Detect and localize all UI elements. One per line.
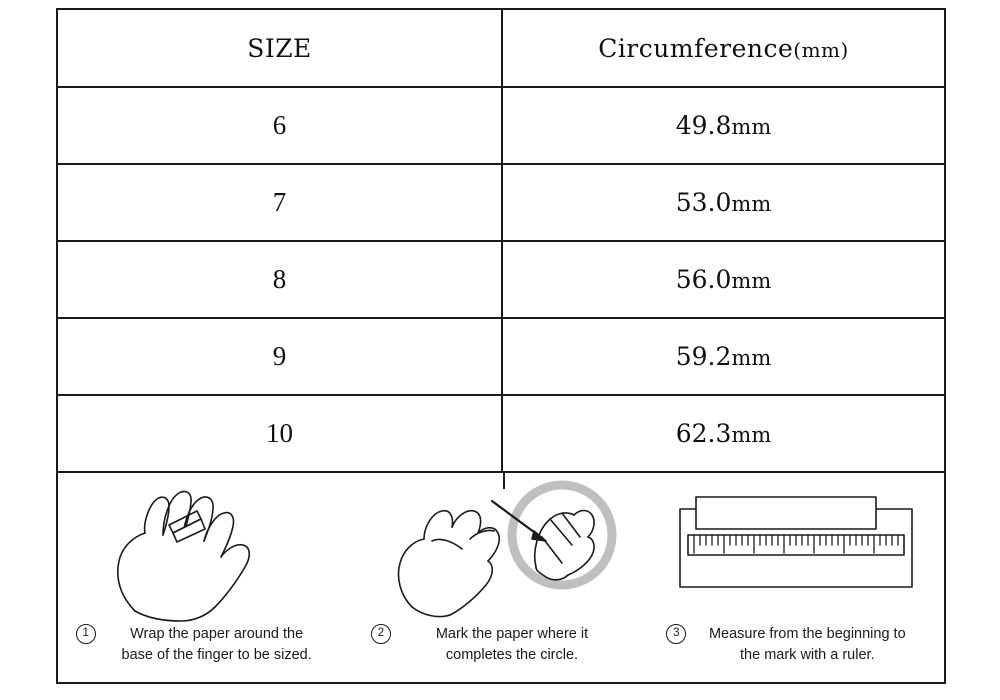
circumference-value <box>676 265 772 294</box>
cell-circumference <box>503 396 944 471</box>
instruction-line-2: completes the circle. <box>445 647 579 664</box>
hands-marking-paper-icon <box>353 479 648 624</box>
circumference-unit: mm <box>731 269 772 293</box>
instruction-line-1: Mark the paper where it <box>435 626 589 642</box>
instruction-line-2: base of the finger to be sized. <box>121 647 312 664</box>
instruction-caption-1 <box>76 624 336 666</box>
cell-circumference <box>503 88 944 163</box>
circumference-number: 59.2 <box>675 342 732 371</box>
circumference-number: 53.0 <box>675 188 732 217</box>
header-cell-circumference <box>503 10 944 86</box>
step-number-2: 2 <box>371 624 391 644</box>
cell-circumference <box>503 319 944 394</box>
instructions-row <box>58 473 944 682</box>
cell-circumference <box>503 165 944 240</box>
ruler-measuring-icon <box>649 479 944 624</box>
size-value: 9 <box>272 341 287 371</box>
circumference-value <box>676 419 772 448</box>
circumference-value <box>676 188 772 217</box>
step-number-1: 1 <box>76 624 96 644</box>
hand-with-paper-strip-icon <box>58 479 353 624</box>
table-row <box>58 319 944 396</box>
circumference-number: 49.8 <box>675 111 732 140</box>
table-row <box>58 165 944 242</box>
cell-size <box>58 396 503 471</box>
header-label-circumference-main: Circumference <box>598 33 794 63</box>
table-row <box>58 242 944 319</box>
size-value: 6 <box>272 110 287 140</box>
instruction-line-1: Measure from the beginning to <box>708 626 906 642</box>
size-value: 10 <box>266 418 293 448</box>
size-value: 8 <box>272 264 287 294</box>
cell-size <box>58 165 503 240</box>
instruction-line-1: Wrap the paper around the <box>130 626 304 642</box>
instruction-step-3 <box>649 473 944 682</box>
step-number-3: 3 <box>666 624 686 644</box>
table-row <box>58 88 944 165</box>
cell-size <box>58 242 503 317</box>
header-label-circumference <box>598 34 849 63</box>
circumference-unit: mm <box>731 192 772 216</box>
circumference-unit: mm <box>731 115 772 139</box>
instruction-caption-3 <box>666 624 926 666</box>
header-cell-size <box>58 10 503 86</box>
circumference-number: 56.0 <box>675 265 732 294</box>
circumference-value <box>676 342 772 371</box>
instruction-caption-2 <box>371 624 631 666</box>
table-row <box>58 396 944 473</box>
circumference-unit: mm <box>731 346 772 370</box>
header-label-size: SIZE <box>247 33 312 63</box>
instruction-step-2 <box>353 473 648 682</box>
size-value: 7 <box>272 187 287 217</box>
circumference-unit: mm <box>731 423 772 447</box>
instruction-line-2: the mark with a ruler. <box>740 647 875 664</box>
circumference-number: 62.3 <box>675 419 732 448</box>
table-header-row <box>58 10 944 88</box>
header-label-circumference-unit: (mm) <box>793 37 849 62</box>
cell-size <box>58 319 503 394</box>
cell-circumference <box>503 242 944 317</box>
ring-size-chart-table <box>56 8 946 684</box>
circumference-value <box>676 111 772 140</box>
instruction-step-1 <box>58 473 353 682</box>
cell-size <box>58 88 503 163</box>
